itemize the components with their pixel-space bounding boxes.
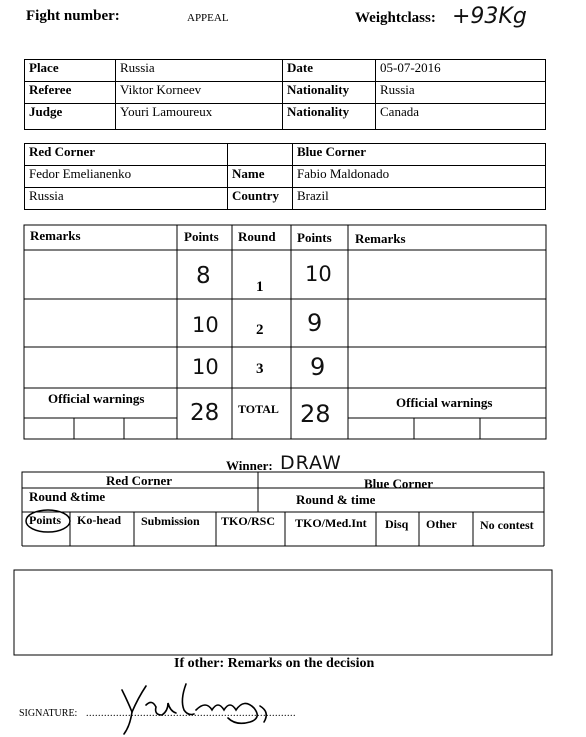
blue-round-time-label: Round & time xyxy=(296,492,376,507)
method-points: Points xyxy=(29,513,62,527)
blue-fighter-name: Fabio Maldonado xyxy=(293,166,546,188)
referee-label: Referee xyxy=(25,82,116,104)
method-tko-rsc: TKO/RSC xyxy=(221,514,276,528)
date-label: Date xyxy=(283,60,376,82)
round-2-blue-points: 9 xyxy=(307,309,323,337)
place-value: Russia xyxy=(116,60,283,82)
date-value: 05-07-2016 xyxy=(376,60,546,82)
signature-label: SIGNATURE: xyxy=(19,708,78,719)
round-1-number: 1 xyxy=(256,279,264,295)
red-round-time-label: Round &time xyxy=(29,489,106,504)
round-3-blue-points: 9 xyxy=(310,353,326,381)
round-2-number: 2 xyxy=(256,322,264,338)
round-3-red-points: 10 xyxy=(192,355,219,379)
country-label: Country xyxy=(228,188,293,210)
signature-line: ...................................................................... xyxy=(86,708,296,719)
method-no-contest: No contest xyxy=(480,518,534,532)
result-blue-corner-label: Blue Corner xyxy=(364,476,433,491)
winner-label: Winner: xyxy=(226,458,273,473)
result-red-corner-label: Red Corner xyxy=(106,473,173,488)
other-remarks-label: If other: Remarks on the decision xyxy=(174,656,375,671)
red-corner-label: Red Corner xyxy=(25,144,228,166)
total-label: TOTAL xyxy=(238,402,279,416)
referee-nationality-value: Russia xyxy=(376,82,546,104)
winner-value: DRAW xyxy=(280,452,342,474)
weightclass-value: +93Kg xyxy=(452,4,527,29)
referee-nationality-label: Nationality xyxy=(283,82,376,104)
blue-points-label: Points xyxy=(297,230,332,245)
blue-corner-label: Blue Corner xyxy=(293,144,546,166)
blue-fighter-country: Brazil xyxy=(293,188,546,210)
blue-total-points: 28 xyxy=(300,400,331,428)
red-official-warnings-label: Official warnings xyxy=(48,391,145,406)
round-1-blue-points: 10 xyxy=(305,262,332,286)
red-total-points: 28 xyxy=(190,400,220,426)
round-label: Round xyxy=(238,229,276,244)
judge-nationality-value: Canada xyxy=(376,104,546,130)
method-submission: Submission xyxy=(141,514,200,528)
method-other: Other xyxy=(426,517,457,531)
red-points-label: Points xyxy=(184,229,219,244)
fight-number-label: Fight number: xyxy=(26,8,120,24)
method-disq: Disq xyxy=(385,517,409,531)
red-remarks-label: Remarks xyxy=(30,228,81,243)
round-3-number: 3 xyxy=(256,361,264,377)
judge-nationality-label: Nationality xyxy=(283,104,376,130)
round-2-red-points: 10 xyxy=(192,313,219,337)
blue-remarks-label: Remarks xyxy=(355,231,406,246)
weightclass-label: Weightclass: xyxy=(355,10,436,26)
blue-official-warnings-label: Official warnings xyxy=(396,395,493,410)
name-label: Name xyxy=(228,166,293,188)
method-tko-med-int: TKO/Med.Int xyxy=(295,516,367,530)
round-1-red-points: 8 xyxy=(196,263,211,289)
judge-label: Judge xyxy=(25,104,116,130)
red-fighter-name: Fedor Emelianenko xyxy=(25,166,228,188)
fight-number-value: APPEAL xyxy=(187,12,229,24)
referee-value: Viktor Korneev xyxy=(116,82,283,104)
red-fighter-country: Russia xyxy=(25,188,228,210)
place-label: Place xyxy=(25,60,116,82)
judge-value: Youri Lamoureux xyxy=(116,104,283,130)
method-ko-head: Ko-head xyxy=(77,513,122,527)
